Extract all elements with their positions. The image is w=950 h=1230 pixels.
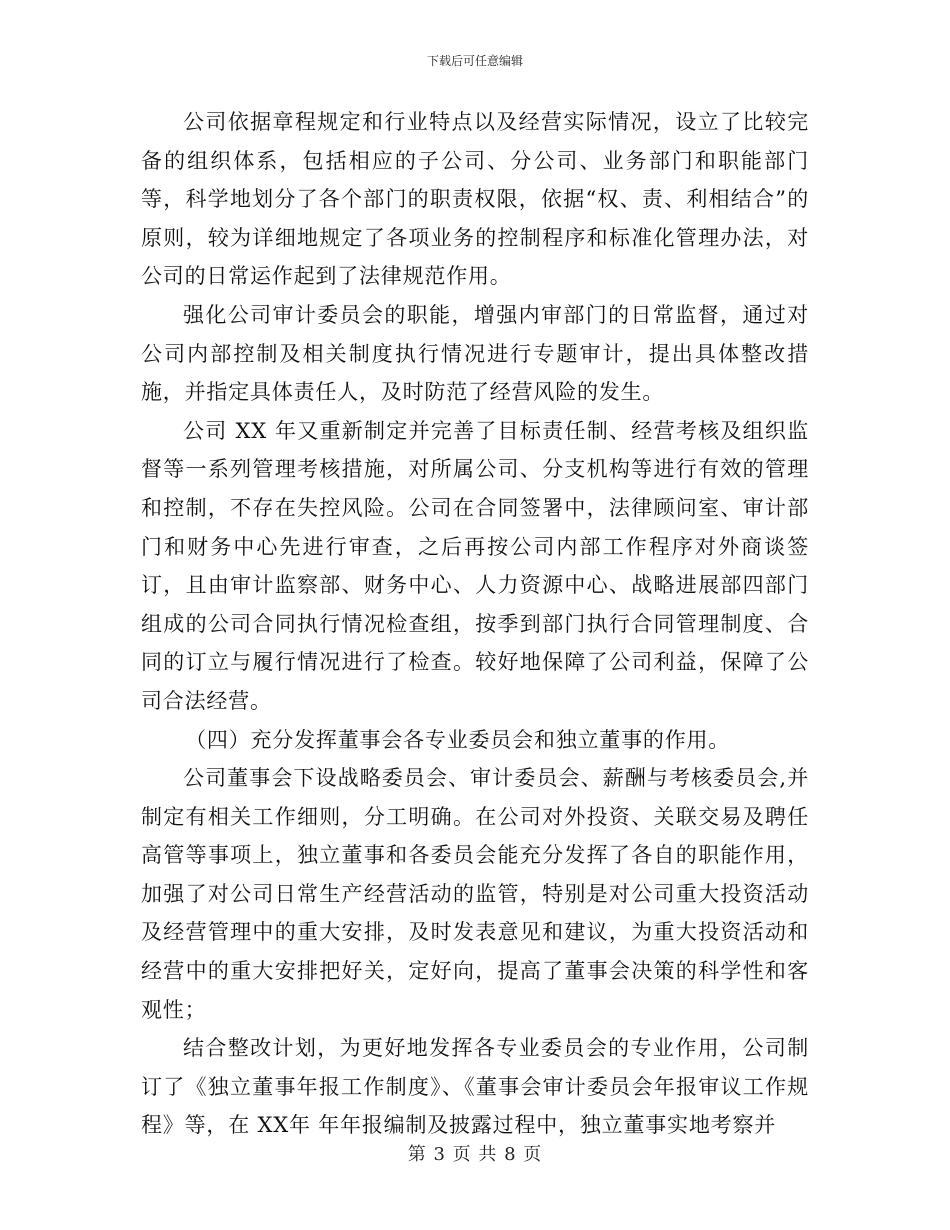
page-header: 下载后可任意编辑 xyxy=(426,54,523,68)
paragraph-management-control: 公司 XX 年又重新制定并完善了目标责任制、经营考核及组织监督等一系列管理考核措施，对所属公司、分支机构等进行有效的管理和控制，不存在失控风险。公司在合同签署中，法律顾问室、审计部门和财务中心先进行审查，之后再按公司内部工作程序对外商谈签订，且由审计监察部、财务中心、人力资源中心、战略进展部四部门组成的公司合同执行情况检查组，按季到部门执行合同管理制度、合同的订立与履行情况进行了检查。较好地保障了公司利益，保障了公司合法经营。 xyxy=(141,418,809,713)
paragraph-audit-committee: 强化公司审计委员会的职能，增强内审部门的日常监督，通过对公司内部控制及相关制度执行情况进行专题审计，提出具体整改措施，并指定具体责任人，及时防范了经营风险的发生。 xyxy=(141,302,809,405)
page-number: 第 3 页 共 8 页 xyxy=(407,1144,543,1165)
document-body xyxy=(141,103,809,1145)
paragraph-org-structure: 公司依据章程规定和行业特点以及经营实际情况，设立了比较完备的组织体系，包括相应的子公司、分公司、业务部门和职能部门等，科学地划分了各个部门的职责权限，依据“权、责、利相结合”的原则，较为详细地规定了各项业务的控制程序和标准化管理办法，对公司的日常运作起到了法律规范作用。 xyxy=(141,110,809,289)
paragraph-rectification-plan: 结合整改计划，为更好地发挥各专业委员会的专业作用，公司制订了《独立董事年报工作制度》、《董事会审计委员会年报审议工作规程》等，在 XX年 年年报编制及披露过程中，独立董事实地考察并 xyxy=(141,1036,809,1138)
paragraph-board-committees: 公司董事会下设战略委员会、审计委员会、薪酬与考核委员会,并制定有相关工作细则，分工明确。在公司对外投资、关联交易及聘任高管等事项上，独立董事和各委员会能充分发挥了各自的职能作用，加强了对公司日常生产经营活动的监管，特别是对公司重大投资活动及经营管理中的重大安排，及时发表意见和建议，为重大投资活动和经营中的重大安排把好关，定好向，提高了董事会决策的科学性和客观性； xyxy=(141,766,809,1022)
section-heading-4: （四）充分发挥董事会各专业委员会和独立董事的作用。 xyxy=(185,727,731,752)
